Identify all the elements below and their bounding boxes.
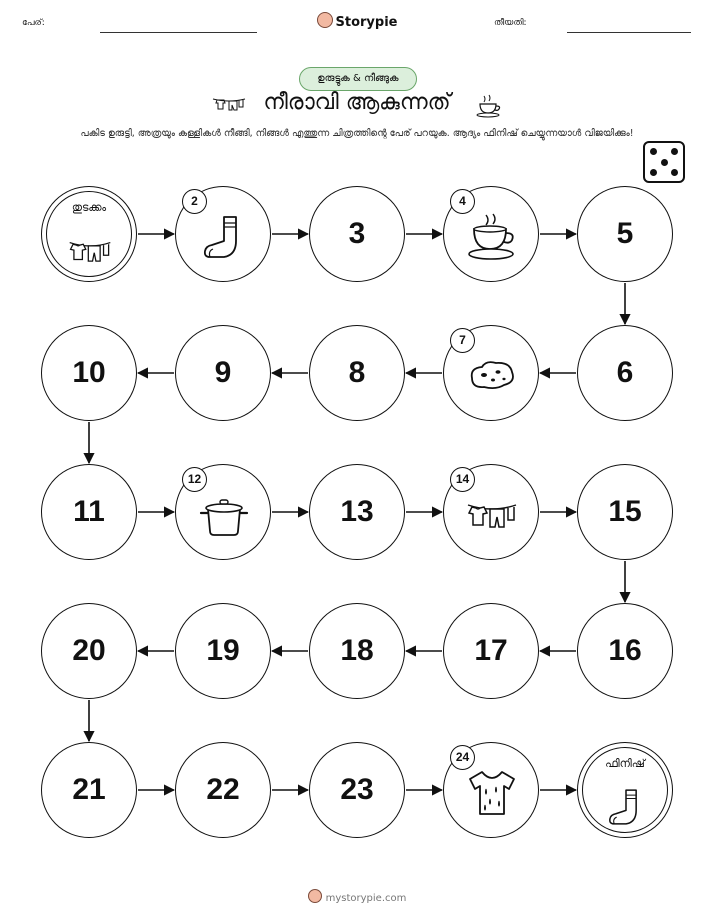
start-space bbox=[41, 186, 137, 282]
board-space-18 bbox=[309, 603, 405, 699]
board-space-8 bbox=[309, 325, 405, 421]
space-number: 23 bbox=[340, 773, 374, 806]
space-number: 21 bbox=[72, 773, 106, 806]
board-space-7 bbox=[443, 325, 539, 421]
start-label: തുടക്കം bbox=[71, 201, 107, 214]
space-number-tag: 12 bbox=[182, 467, 207, 492]
cooking-pot-icon bbox=[198, 489, 250, 541]
puddle-icon bbox=[466, 350, 518, 402]
space-number: 13 bbox=[340, 495, 374, 528]
board-space-3 bbox=[309, 186, 405, 282]
board-space-5 bbox=[577, 186, 673, 282]
board-space-24 bbox=[443, 742, 539, 838]
space-number: 3 bbox=[348, 217, 366, 250]
board-space-23 bbox=[309, 742, 405, 838]
space-number: 11 bbox=[73, 495, 105, 528]
board-space-9 bbox=[175, 325, 271, 421]
board-space-4 bbox=[443, 186, 539, 282]
activity-badge: ഉരുട്ടുക & നീങ്ങുക bbox=[299, 67, 417, 91]
space-number: 20 bbox=[72, 634, 106, 667]
space-number: 8 bbox=[348, 356, 366, 389]
board-space-12 bbox=[175, 464, 271, 560]
board-space-15 bbox=[577, 464, 673, 560]
space-number: 15 bbox=[608, 495, 642, 528]
space-number: 22 bbox=[206, 773, 240, 806]
finish-label: ഫിനിഷ് bbox=[605, 757, 645, 770]
board-space-13 bbox=[309, 464, 405, 560]
space-number: 18 bbox=[340, 634, 374, 667]
brand-name: Storypie bbox=[335, 15, 398, 30]
clothesline-icon bbox=[68, 229, 112, 273]
board-space-11 bbox=[41, 464, 137, 560]
space-number: 10 bbox=[72, 356, 106, 389]
space-number: 16 bbox=[608, 634, 642, 667]
footer-url[interactable]: mystorypie.com bbox=[325, 893, 407, 904]
board-space-2 bbox=[175, 186, 271, 282]
sock-icon bbox=[198, 211, 250, 263]
space-number-tag: 4 bbox=[450, 189, 475, 214]
storypie-logo-icon bbox=[308, 889, 322, 903]
clothesline-icon bbox=[466, 489, 518, 541]
space-number-tag: 2 bbox=[182, 189, 207, 214]
board-space-22 bbox=[175, 742, 271, 838]
board-space-14 bbox=[443, 464, 539, 560]
page-title: നീരാവി ആകുന്നത് bbox=[263, 90, 451, 115]
space-number: 6 bbox=[616, 356, 634, 389]
board-space-17 bbox=[443, 603, 539, 699]
space-number: 19 bbox=[206, 634, 240, 667]
footer bbox=[0, 889, 714, 904]
instructions: പകിട ഉരുട്ടി, അത്രയും കള്ളികൾ നീങ്ങി, നിങ്ങൾ എത്തുന്ന ചിത്രത്തിന്റെ പേര് പറയുക. ആദ്യം ഫിനിഷ് ചെയ്യുന്നയാൾ വിജയിക്കും! bbox=[80, 128, 634, 139]
sock-icon bbox=[604, 785, 648, 829]
board-space-20 bbox=[41, 603, 137, 699]
space-number-tag: 24 bbox=[450, 745, 475, 770]
board-space-16 bbox=[577, 603, 673, 699]
space-number-tag: 7 bbox=[450, 328, 475, 353]
space-number-tag: 14 bbox=[450, 467, 475, 492]
space-number: 17 bbox=[474, 634, 508, 667]
board-space-10 bbox=[41, 325, 137, 421]
space-number: 9 bbox=[214, 356, 232, 389]
board-space-21 bbox=[41, 742, 137, 838]
date-label: തീയതി: bbox=[494, 18, 527, 28]
board-space-19 bbox=[175, 603, 271, 699]
board-space-6 bbox=[577, 325, 673, 421]
finish-space bbox=[577, 742, 673, 838]
name-label: പേര്: bbox=[22, 18, 45, 28]
wet-tshirt-icon bbox=[466, 767, 518, 819]
tea-cup-icon bbox=[466, 211, 518, 263]
space-number: 5 bbox=[616, 217, 634, 250]
